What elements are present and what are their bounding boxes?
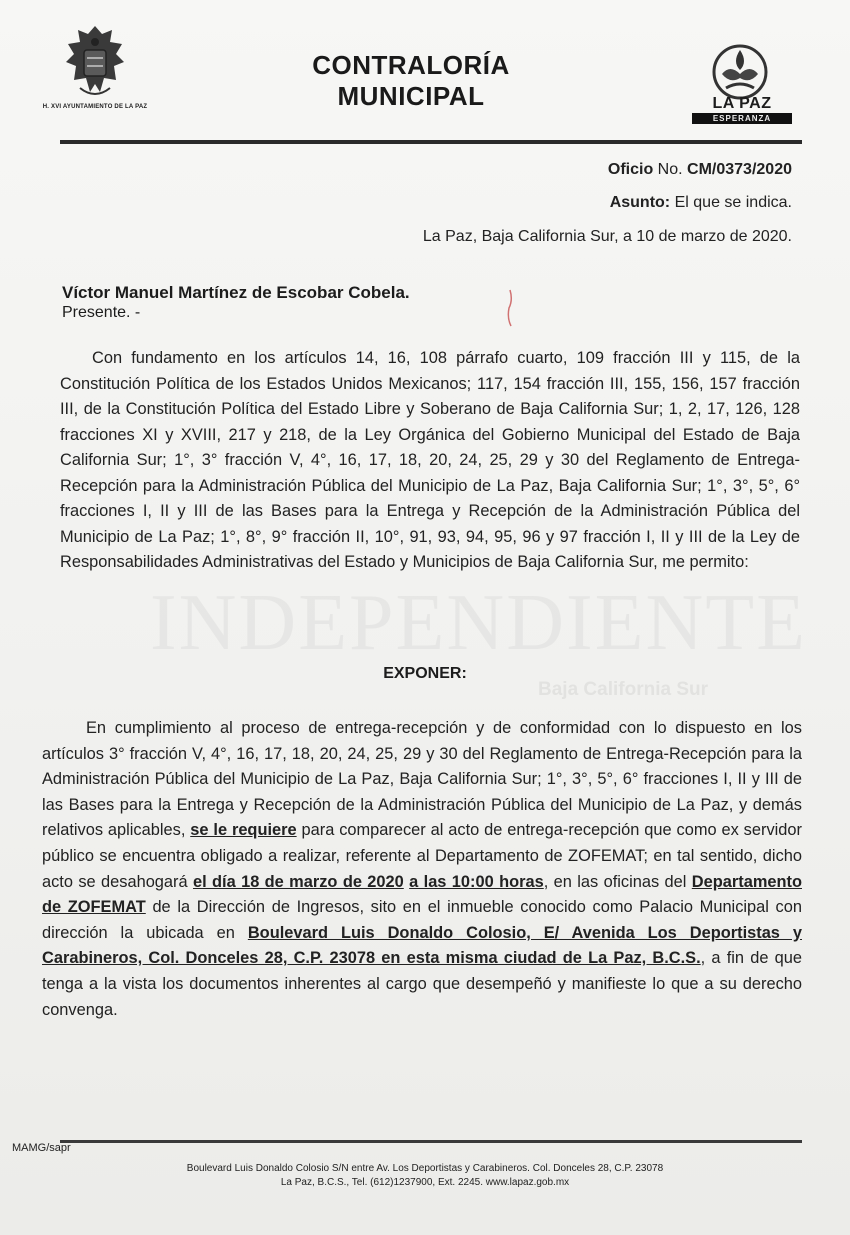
section-heading: EXPONER: [383,665,467,682]
legal-basis-paragraph: Con fundamento en los artículos 14, 16, 108 párrafo cuarto, 109 fracción III y 115, de la Constitución Política de los Estados Unidos Mexicanos; 117, 154 fracción III, 155, 156, 157 fracción III, de la Constitución Política del Estado Libre y Soberano de Baja California Sur; 1, 2, 17, 126, 128 fracciones XI y XVIII, 217 y 218, de la Ley Orgánica del Gobierno Municipal del Estado de Baja California Sur; 1°, 3° fracción V, 4°, 16, 17, 18, 20, 24, 25, 29 y 30 del Reglamento de Entrega-Recepción para la Administración Pública del Municipio de La Paz, Baja California Sur; 1°, 3°, 5°, 6° fracciones I, II y III de las Bases para la Entrega y Recepción de la Administración Pública del Municipio de La Paz; 1°, 8°, 9° fracción II, 10°, 91, 93, 94, 95, 96 y 97 fracción I, II y III de la Ley de Responsabilidades Administrativas del Estado y Municipios de Baja California Sur, me permito: [60,349,800,571]
logo-text: LA PAZ [712,95,772,112]
oficio-value: CM/0373/2020 [687,161,792,178]
department-title [296,50,526,112]
requirement-paragraph [42,716,802,1023]
appointment-date: el día 18 de marzo de 2020 [192,872,404,891]
date-line: La Paz, Baja California Sur, a 10 de marzo de 2020. [422,228,792,245]
asunto-line [610,194,792,212]
address-highlight: Boulevard Luis Donaldo Colosio, E/ Avenida Los Deportistas y Carabineros, Col. Donceles 28, C.P. 23078 en esta misma ciudad de La Paz, B.C.S. [42,923,802,968]
asunto-value: El que se indica. [674,194,792,211]
para2-text-j: , a fin de que tenga a la vista los documentos inherentes al cargo que desempeñó y manifieste lo que a su derecho convenga. [42,949,802,1019]
appointment-time: a las 10:00 horas [409,872,544,891]
watermark-subtitle: Baja California Sur [538,679,708,700]
footer-line-2: La Paz, B.C.S., Tel. (612)1237900, Ext. 2245. www.lapaz.gob.mx [280,1177,570,1188]
logo-tagline: ESPERANZA [692,113,792,124]
oficio-no: No. [657,161,683,178]
coat-of-arms-icon [60,22,130,102]
asunto-label: Asunto: [609,194,671,211]
salutation: Presente. - [62,304,141,321]
title-line-2: MUNICIPAL [337,81,485,111]
la-paz-logo-icon [700,40,780,100]
footer-divider [60,1140,802,1143]
ink-mark-icon [505,288,515,328]
oficio-label: Oficio [607,161,654,178]
oficio-line [608,161,792,179]
header-divider [60,140,802,144]
footer-line-1: Boulevard Luis Donaldo Colosio S/N entre Av. Los Deportistas y Carabineros. Col. Donceles 28, C.P. 23078 [186,1163,664,1174]
department-name: Departamento de ZOFEMAT [42,872,802,917]
para2-text-h: de la Dirección de Ingresos, sito en el inmueble conocido como Palacio Municipal con dirección la ubicada en [42,898,802,942]
para2-text-a: En cumplimiento al proceso de entrega-recepción y de conformidad con lo dispuesto en los artículos 3° fracción V, 4°, 16, 17, 18, 20, 24, 25, 29 y 30 del Reglamento de Entrega-Recepción para la Administración Pública del Municipio de La Paz, Baja California Sur; 1°, 3°, 5°, 6° fracciones I, II y III de las Bases para la Entrega y Recepción de la Administración Pública del Municipio de La Paz, y demás relativos aplicables, [42,719,802,840]
title-line-1: CONTRALORÍA [312,50,510,80]
watermark: INDEPENDIENTE [150,579,807,667]
crest-caption: H. XVI AYUNTAMIENTO DE LA PAZ [42,104,148,110]
initials: MAMG/sapr [12,1142,71,1154]
para2-text-f: , en las oficinas del [543,872,687,891]
para2-text-c: para comparecer al acto de entrega-recepción que como ex servidor público se encuentra obligado a realizar, referente al Departamento de ZOFEMAT; en tal sentido, dicho acto se desahogará [42,821,802,891]
footer-address [0,1162,850,1190]
recipient-name: Víctor Manuel Martínez de Escobar Cobela. [62,283,410,302]
requirement-highlight: se le requiere [190,821,297,840]
